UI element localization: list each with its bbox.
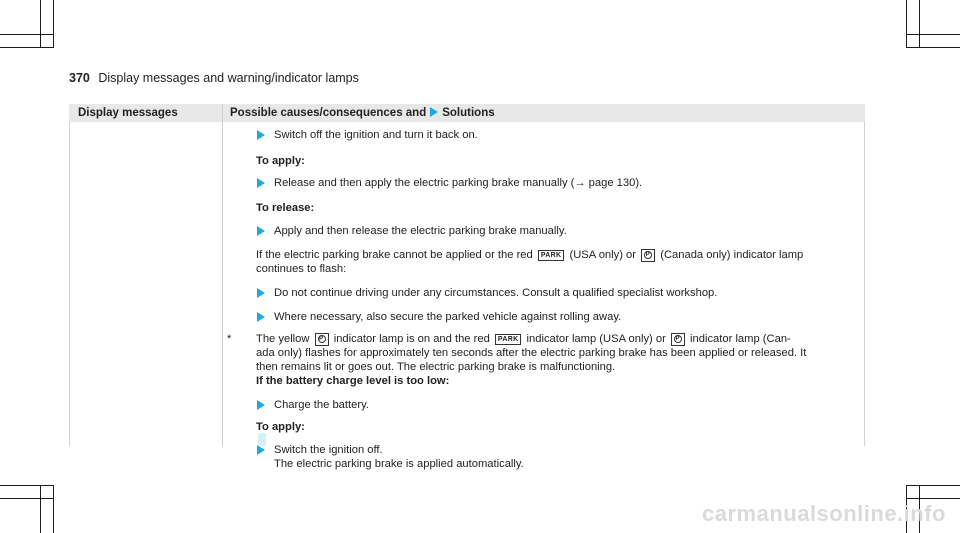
crop-mark (906, 498, 960, 499)
to-apply-heading-2: To apply: (256, 421, 305, 433)
to-apply-heading: To apply: (256, 155, 305, 167)
arrow-right-icon (257, 130, 265, 140)
footnote-line-3: then remains lit or goes out. The electric parking brake is malfunctioning. (256, 361, 616, 373)
column-header-causes-solutions: Possible causes/consequences and Solutions (230, 107, 495, 120)
footnote-marker: * (227, 333, 232, 345)
arrow-right-icon (257, 445, 265, 455)
crop-mark (0, 498, 54, 499)
footnote-line-1: * The yellow P indicator lamp is on and the red PARK indicator lamp (USA only) or P indicator lamp (Can- (256, 332, 791, 346)
park-indicator-icon: PARK (495, 334, 522, 345)
arrow-right-icon (257, 400, 265, 410)
page-title: Display messages and warning/indicator lamps (98, 71, 359, 85)
arrow-right-icon (257, 178, 265, 188)
to-release-heading: To release: (256, 202, 315, 214)
step-result-applied: The electric parking brake is applied automatically. (274, 458, 524, 470)
crop-mark (53, 0, 54, 48)
crop-mark (40, 485, 41, 533)
arrow-right-icon (257, 312, 265, 322)
crop-mark (906, 0, 907, 48)
table-column-divider (222, 104, 223, 446)
crop-mark (0, 34, 54, 35)
column-header-display-messages: Display messages (78, 107, 178, 119)
table-border-right (864, 122, 865, 446)
arrow-right-icon (257, 226, 265, 236)
crop-mark (0, 47, 54, 48)
crop-mark (40, 0, 41, 48)
page-header (69, 71, 359, 85)
table-border-left (69, 122, 70, 446)
watermark: carmanualsonline.info (702, 501, 946, 526)
crop-mark (919, 0, 920, 48)
parking-brake-indicator-icon (315, 333, 329, 346)
crop-mark (906, 34, 960, 35)
crop-mark (53, 485, 54, 533)
park-indicator-icon: PARK (538, 250, 565, 261)
table-header (69, 104, 865, 122)
footnote-line-2: ada only) flashes for approximately ten seconds after the electric parking brake has been applied or released. It (256, 347, 807, 359)
crop-mark (906, 485, 960, 486)
messages-table: Display messages Possible causes/consequences and Solutions Switch off the ignition and turn it back on. To apply: Release and then apply the electric parking brake manually (→ page 130). To release: Apply and then release the electric parking brake manually. If the electric parking brake cannot be applied or the red PARK (USA only) or P (Canada only) indicator lamp continues to flash: Do not continue driving under any circumstances. Consult a qualified specialist workshop. Where necessary, also secure the parked vehicle against rolling away. * The yellow P indicator lamp is on and the red PARK indicator lamp (USA only) or P indicator lamp (Can- ada only) flashes for approximately ten seconds after the electric parking brake has been applied or released. It then remains lit or goes out. The electric parking brake is malfunctioning. If the battery charge level is too low: Charge the battery. To apply: Switch the ignition off. The electric parking brake is applied automatically. (69, 104, 865, 446)
paragraph-cannot-be-applied: If the electric parking brake cannot be applied or the red PARK (USA only) or P (Canada only) indicator lamp (256, 248, 803, 262)
arrow-right-icon (257, 288, 265, 298)
page-number: 370 (69, 71, 90, 85)
result-marker-bar (258, 433, 266, 446)
parking-brake-indicator-icon (671, 333, 685, 346)
battery-heading: If the battery charge level is too low: (256, 375, 450, 387)
arrow-right-icon (430, 107, 438, 117)
paragraph-continues: continues to flash: (256, 263, 347, 275)
parking-brake-indicator-icon (641, 249, 655, 262)
crop-mark (0, 485, 54, 486)
crop-mark (906, 47, 960, 48)
